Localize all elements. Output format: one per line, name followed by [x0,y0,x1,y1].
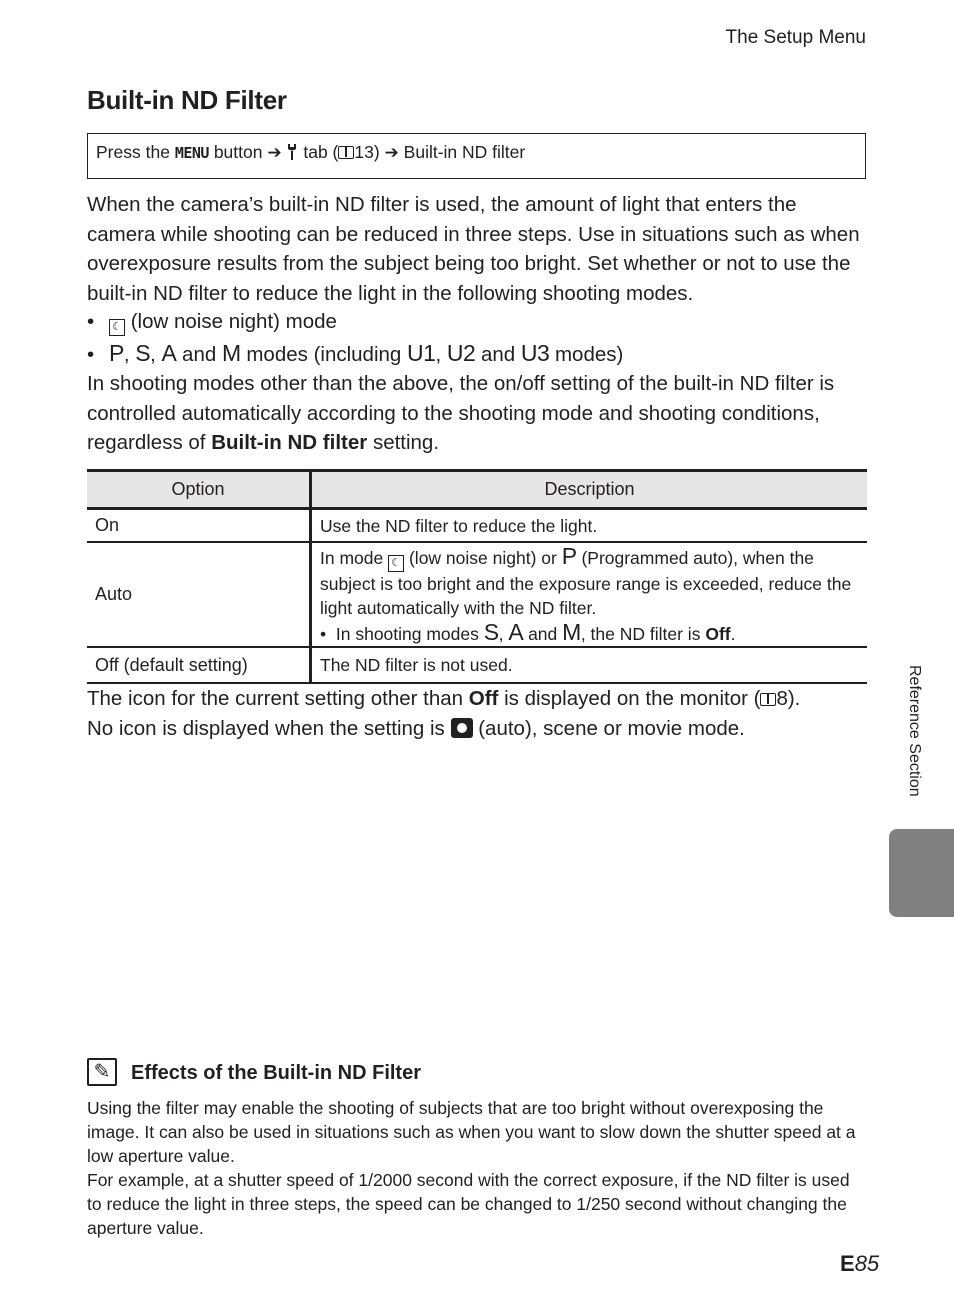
off-value: Off [705,623,731,644]
note-paragraph: Using the filter may enable the shooting of subjects that are too bright without overexposing the image. It can also be used in situations such as when you want to slow down the shutter speed at a low aperture value. [87,1098,856,1166]
path-item: Built-in ND filter [403,142,526,162]
reference-e-icon: E [840,1251,855,1276]
page-number [840,1251,879,1277]
book-reference-icon [338,146,354,159]
mode-u2-icon: U2 [446,340,476,366]
desc-text: (Programmed auto), when the subject is too bright and the exposure range is exceeded, reduce the light automatically with the ND filter. [320,547,852,618]
and-text: and [182,343,217,366]
para2-text: In shooting modes other than the above, the on/off setting of the built-in ND filter is controlled automatically according to the shooting mode and shooting conditions, regardless of [87,372,835,454]
para3-text: (auto), scene or movie mode. [478,716,745,740]
path-ref-page: 13) [354,142,380,162]
menu-key-label: MENU [174,144,209,162]
off-value: Off [468,687,499,710]
desc-text: In shooting modes [335,623,479,644]
option-cell: Auto [87,542,311,647]
description-header: Description [311,471,868,509]
option-cell: Off (default setting) [87,647,311,683]
low-noise-night-icon: ☾ [109,319,125,336]
period: . [730,623,736,644]
icon-display-paragraph [87,684,867,743]
comma: , [498,623,504,644]
mode-p-icon: P [561,542,577,569]
option-header: Option [87,471,311,509]
section-thumb-tab [889,829,954,917]
description-cell: Use the ND filter to reduce the light. [311,509,868,543]
table-row [87,647,867,683]
auto-mode-camera-icon [451,718,473,738]
wrench-icon [286,142,303,162]
note-paragraph: For example, at a shutter speed of 1/2000 second with the correct exposure, if the ND filter is used to reduce the light in three steps, the speed can be changed to 1/250 second without changing the aperture value. [87,1170,850,1238]
modes-including-text: modes (including [246,343,402,366]
note-title: Effects of the Built-in ND Filter [131,1062,421,1084]
para3-text: No icon is displayed when the setting is [87,716,445,740]
option-cell: On [87,509,311,543]
mode-m-icon: M [562,618,581,645]
note-pencil-icon: ✎ [87,1058,117,1086]
description-cell [311,542,868,647]
setting-name: Built-in ND filter [211,431,368,454]
bullet-dot: • [87,343,95,366]
mode-a-icon: A [161,340,177,366]
comma: , [123,343,130,366]
and-text: and [528,623,558,644]
modes-end-text: modes) [554,343,624,366]
desc-text: In mode [320,547,384,568]
bullet-dot: • [87,310,95,333]
desc-bullet [320,620,859,646]
para3-text: The icon for the current setting other than [87,687,464,710]
low-noise-night-icon: ☾ [388,555,404,572]
intro-paragraph: When the camera’s built-in ND filter is used, the amount of light that enters the camera while shooting can be reduced in three steps. Use in situations such as when overexposure results from the subject being too bright. Set whether or not to use the built-in ND filter to reduce the light in the following shooting modes. [87,193,860,305]
path-button: button [213,142,263,162]
options-table [87,469,867,684]
running-header: The Setup Menu [725,27,866,48]
bullet-text: (low noise night) mode [130,310,337,333]
bullet-dot: • [320,623,327,644]
list-item [87,310,337,336]
arrow-icon: ➔ [384,143,399,162]
auto-control-paragraph [87,369,867,458]
note-body [87,1096,867,1240]
desc-text: , the ND filter is [580,623,701,644]
mode-m-icon: M [221,340,241,366]
mode-a-icon: A [508,618,524,645]
menu-path-box [87,133,866,179]
path-tab: tab ( [303,142,339,162]
para2-end: setting. [372,431,440,454]
mode-u1-icon: U1 [407,340,436,366]
mode-s-icon: S [483,618,499,645]
and-text: and [480,343,516,366]
page-title: Built-in ND Filter [87,85,287,115]
book-reference-icon [760,693,776,706]
comma: , [150,343,156,366]
section-side-label: Reference Section [906,665,923,797]
path-press: Press the [96,142,170,162]
arrow-icon: ➔ [267,143,282,162]
mode-u3-icon: U3 [520,340,550,366]
para3-text: is displayed on the monitor ( [504,687,761,710]
description-cell: The ND filter is not used. [311,647,868,683]
table-row [87,542,867,647]
list-item [87,340,623,367]
desc-text: (low noise night) or [408,547,557,568]
mode-s-icon: S [135,340,151,366]
ref-page: 8). [776,687,801,710]
mode-p-icon: P [109,340,124,366]
table-row [87,509,867,543]
comma: , [435,343,442,366]
page-number-value: 85 [854,1251,880,1276]
table-header-row [87,471,867,509]
